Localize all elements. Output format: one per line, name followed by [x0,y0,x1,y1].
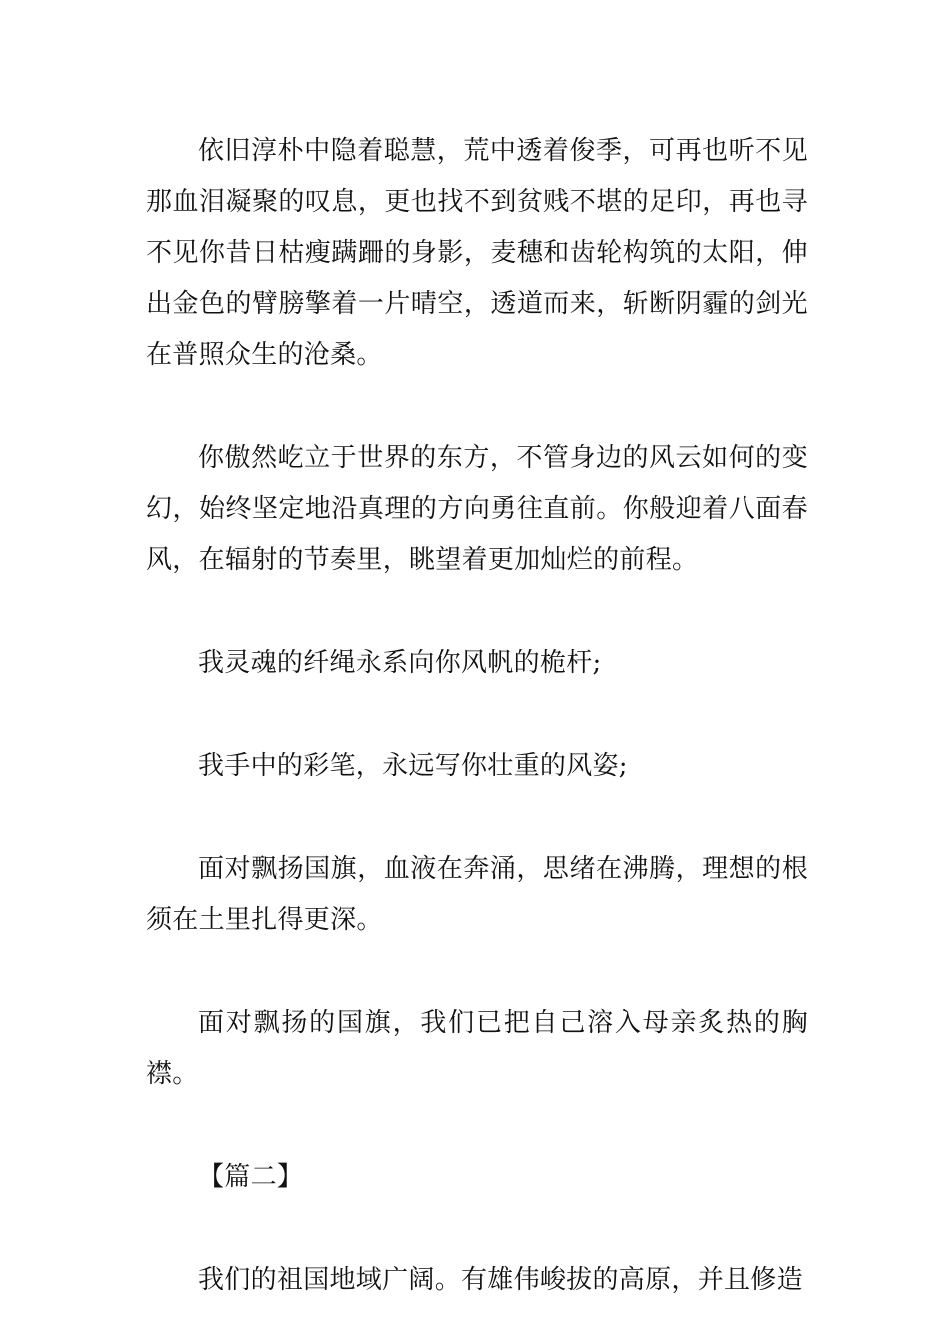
paragraph-7: 我们的祖国地域广阔。有雄伟峻拔的高原，并且修造 [198,1265,803,1295]
paragraph-4: 我手中的彩笔，永远写你壮重的风姿; [198,751,628,781]
paragraph-3: 我灵魂的纤绳永系向你风帆的桅杆; [198,648,602,678]
section-heading: 【篇二】 [198,1162,304,1192]
paragraph-1: 依旧淳朴中隐着聪慧，荒中透着俊季，可再也听不见那血泪凝聚的叹息，更也找不到贫贱不堪的足印，再也寻不见你昔日枯瘦蹒跚的身影，麦穗和齿轮构筑的太阳，伸出金色的臂膀擎着一片晴空，透道而来，斩断阴霾的剑光在普照众生的沧桑。 [146,136,808,370]
paragraph-2: 你傲然屹立于世界的东方，不管身边的风云如何的变幻，始终坚定地沿真理的方向勇往直前。你般迎着八面春风，在辐射的节奏里，眺望着更加灿烂的前程。 [146,443,808,575]
document-page [146,126,808,1306]
paragraph-5: 面对飘扬国旗，血液在奔涌，思绪在沸腾，理想的根须在土里扎得更深。 [146,854,808,935]
paragraph-6: 面对飘扬的国旗，我们已把自己溶入母亲炙热的胸襟。 [146,1008,808,1089]
